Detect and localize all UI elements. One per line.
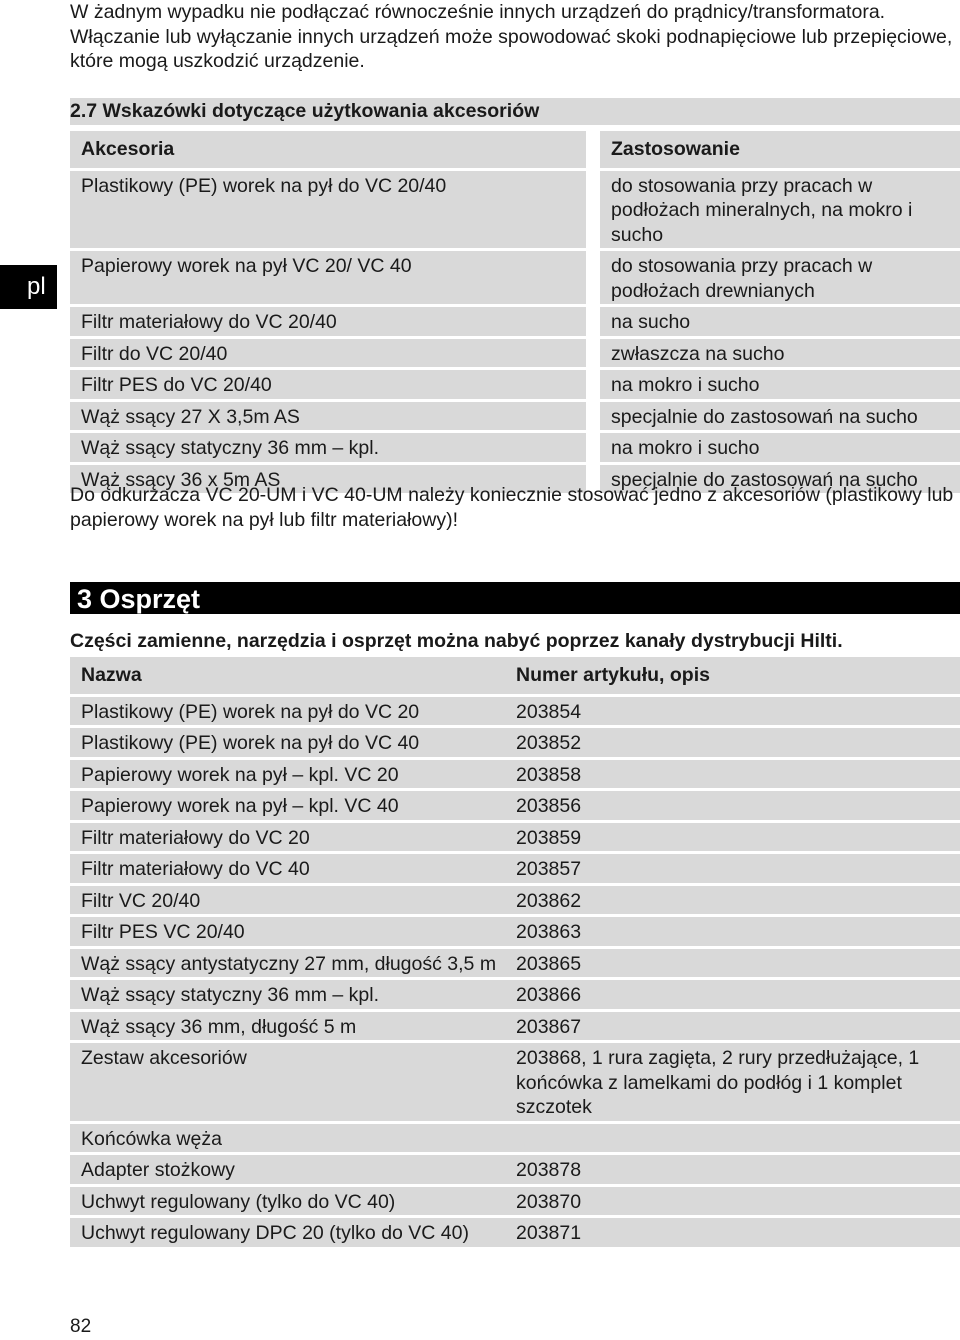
section-2-7-title: Wskazówki dotyczące użytkowania akcesoriów <box>102 100 540 122</box>
accessory-name: Wąż ssący 27 X 3,5m AS <box>70 400 586 432</box>
part-name: Filtr VC 20/40 <box>70 884 505 916</box>
column-gap <box>586 369 600 401</box>
accessory-name: Papierowy worek na pył VC 20/ VC 40 <box>70 250 586 306</box>
table-row <box>70 758 960 790</box>
header-accessories: Akcesoria <box>70 131 586 169</box>
part-name: Wąż ssący statyczny 36 mm – kpl. <box>70 979 505 1011</box>
part-name: Adapter stożkowy <box>70 1154 505 1186</box>
table-row <box>70 432 960 464</box>
part-name: Papierowy worek na pył – kpl. VC 40 <box>70 790 505 822</box>
intro-warning <box>70 0 955 74</box>
part-name: Plastikowy (PE) worek na pył do VC 20 <box>70 695 505 727</box>
table-row <box>70 790 960 822</box>
accessory-name: Plastikowy (PE) worek na pył do VC 20/40 <box>70 169 586 250</box>
part-number: 203859 <box>505 821 960 853</box>
table-row <box>70 727 960 759</box>
section-2-7-number: 2.7 <box>70 100 98 122</box>
part-name: Zestaw akcesoriów <box>70 1042 505 1123</box>
part-name: Filtr materiałowy do VC 20 <box>70 821 505 853</box>
part-name: Papierowy worek na pył – kpl. VC 20 <box>70 758 505 790</box>
part-name: Filtr materiałowy do VC 40 <box>70 853 505 885</box>
accessory-usage: do stosowania przy pracach w podłożach mineralnych, na mokro i sucho <box>600 169 960 250</box>
part-number: 203865 <box>505 947 960 979</box>
page-number: 82 <box>70 1316 92 1337</box>
part-number: 203867 <box>505 1010 960 1042</box>
accessories-usage-table <box>70 131 960 496</box>
table-row <box>70 250 960 306</box>
part-name: Filtr PES VC 20/40 <box>70 916 505 948</box>
part-number: 203854 <box>505 695 960 727</box>
table-row <box>70 853 960 885</box>
table-row <box>70 369 960 401</box>
parts-table <box>70 657 960 1250</box>
part-name: Wąż ssący antystatyczny 27 mm, długość 3,5 m <box>70 947 505 979</box>
part-number: 203857 <box>505 853 960 885</box>
table-row <box>70 695 960 727</box>
part-name: Uchwyt regulowany (tylko do VC 40) <box>70 1185 505 1217</box>
section-3-subheading: Części zamienne, narzędzia i osprzęt można nabyć poprzez kanały dystrybucji Hilti. <box>70 630 843 652</box>
table-row <box>70 1154 960 1186</box>
table-row <box>70 1122 960 1154</box>
part-name: Plastikowy (PE) worek na pył do VC 40 <box>70 727 505 759</box>
table-row <box>70 169 960 250</box>
table-header-row <box>70 657 960 695</box>
accessory-usage: specjalnie do zastosowań na sucho <box>600 400 960 432</box>
intro-line-1: W żadnym wypadku nie podłączać równocześnie innych urządzeń do prądnicy/transformatora. <box>70 1 886 23</box>
table-row <box>70 400 960 432</box>
accessory-note: Do odkurzacza VC 20-UM i VC 40-UM należy koniecznie stosować jedno z akcesoriów (plastikowy lub papierowy worek na pył lub filtr materiałowy)! <box>70 484 954 531</box>
column-gap <box>586 250 600 306</box>
accessory-usage: na mokro i sucho <box>600 432 960 464</box>
table-row <box>70 884 960 916</box>
table-row <box>70 1010 960 1042</box>
part-number <box>505 1122 960 1154</box>
part-number: 203866 <box>505 979 960 1011</box>
part-name: Uchwyt regulowany DPC 20 (tylko do VC 40) <box>70 1217 505 1249</box>
accessory-usage: zwłaszcza na sucho <box>600 337 960 369</box>
part-name: Wąż ssący 36 mm, długość 5 m <box>70 1010 505 1042</box>
part-number: 203871 <box>505 1217 960 1249</box>
accessory-name: Wąż ssący statyczny 36 mm – kpl. <box>70 432 586 464</box>
column-gap <box>586 306 600 338</box>
header-usage: Zastosowanie <box>600 131 960 169</box>
column-gap <box>586 337 600 369</box>
accessory-name: Filtr PES do VC 20/40 <box>70 369 586 401</box>
part-name: Końcówka węża <box>70 1122 505 1154</box>
language-tab: pl <box>0 265 57 309</box>
section-3-heading: 3 Osprzęt <box>70 582 960 614</box>
table-row <box>70 979 960 1011</box>
part-number: 203852 <box>505 727 960 759</box>
header-article-number: Numer artykułu, opis <box>505 657 960 695</box>
table-row <box>70 1185 960 1217</box>
part-number: 203868, 1 rura zagięta, 2 rury przedłużające, 1 końcówka z lamelkami do podłóg i 1 komplet szczotek <box>505 1042 960 1123</box>
table-header-row <box>70 131 960 169</box>
accessory-name: Filtr do VC 20/40 <box>70 337 586 369</box>
table-row <box>70 1217 960 1249</box>
column-gap <box>586 131 600 169</box>
part-number: 203870 <box>505 1185 960 1217</box>
section-2-7-heading <box>70 98 960 125</box>
intro-line-2: Włączanie lub wyłączanie innych urządzeń może spowodować skoki podnapięciowe lub przepięciowe, które mogą uszkodzić urządzenie. <box>70 25 953 72</box>
part-number: 203858 <box>505 758 960 790</box>
column-gap <box>586 432 600 464</box>
column-gap <box>586 169 600 250</box>
table-row <box>70 1042 960 1123</box>
accessory-usage: na mokro i sucho <box>600 369 960 401</box>
accessory-usage: do stosowania przy pracach w podłożach drewnianych <box>600 250 960 306</box>
accessory-usage: na sucho <box>600 306 960 338</box>
table-row <box>70 821 960 853</box>
accessory-name: Wąż ssący 36 x 5m AS <box>70 463 586 495</box>
table-row <box>70 337 960 369</box>
part-number: 203863 <box>505 916 960 948</box>
part-number: 203862 <box>505 884 960 916</box>
part-number: 203856 <box>505 790 960 822</box>
column-gap <box>586 400 600 432</box>
table-row <box>70 947 960 979</box>
accessory-usage: specjalnie do zastosowań na sucho <box>600 463 960 495</box>
part-number: 203878 <box>505 1154 960 1186</box>
accessory-name: Filtr materiałowy do VC 20/40 <box>70 306 586 338</box>
header-name: Nazwa <box>70 657 505 695</box>
table-row <box>70 306 960 338</box>
table-row <box>70 916 960 948</box>
